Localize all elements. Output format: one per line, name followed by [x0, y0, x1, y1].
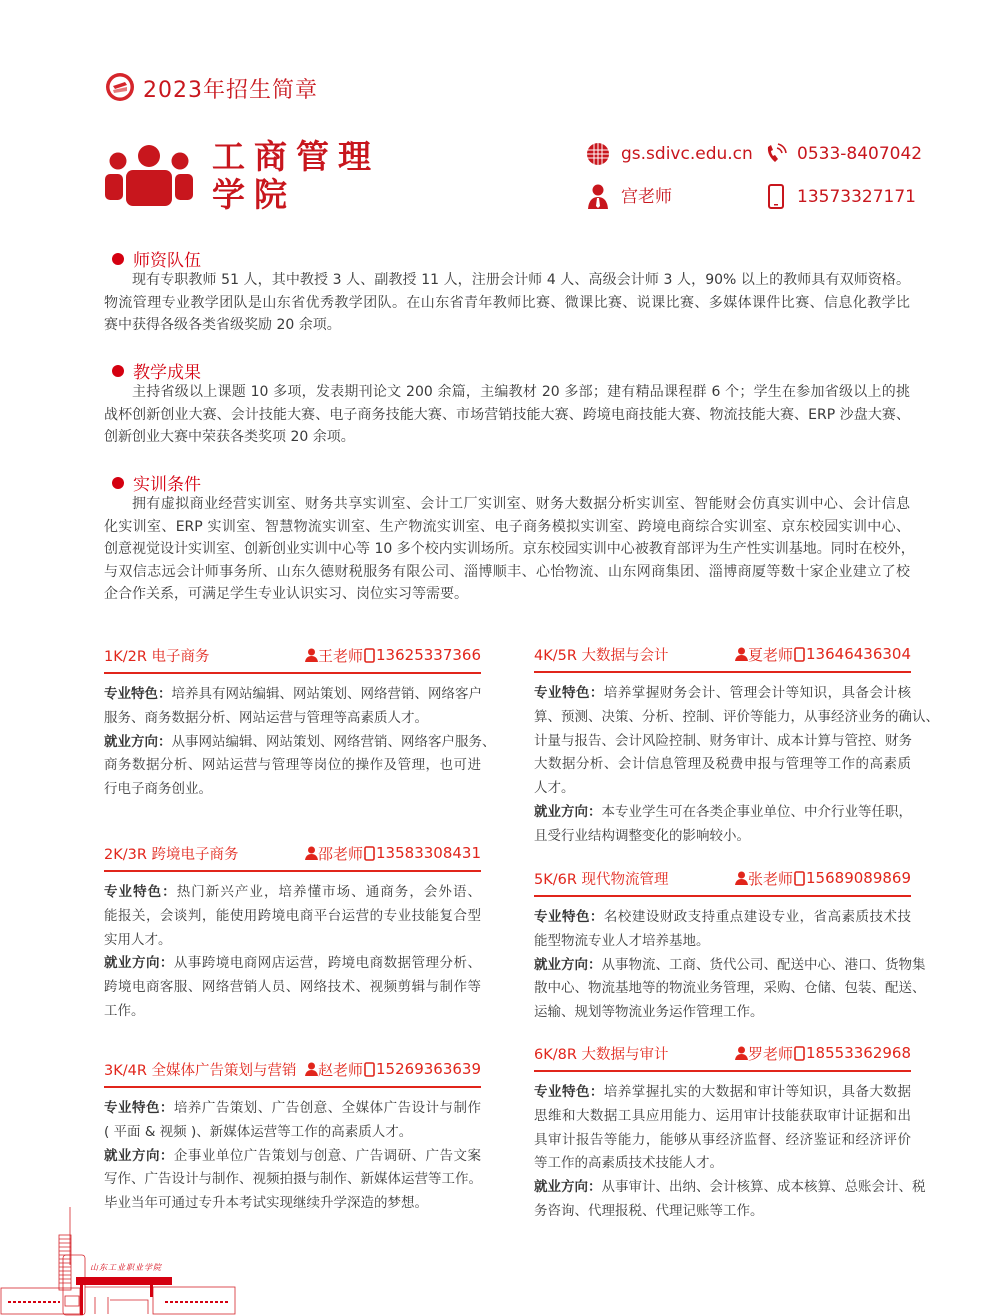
phone-icon [764, 142, 788, 166]
section-heading [112, 470, 201, 495]
teacher-phone: 13583308431 [376, 844, 481, 862]
line-text: 且受行业结构调整变化的影响较小。 [534, 827, 750, 844]
person-icon [735, 647, 748, 661]
paragraph-line: 与双信志远会计师事务所、山东久德财税服务有限公司、淄博顺丰、心怡物流、山东网商集团、淄博商厦等数十家企业建立了校 [104, 563, 910, 580]
paragraph-line [534, 753, 911, 777]
section-heading [112, 358, 201, 383]
line-text: 服务、商务数据分析、网站运营与管理等高素质人才。 [104, 709, 428, 726]
paragraph-line: 创意视觉设计实训室、创新创业实训中心等 10 多个校内实训场所。京东校园实训中心被教育部评为生产性实训基地。同时在校外， [104, 541, 915, 557]
section-title: 教学成果 [133, 363, 201, 383]
people-group-icon [104, 144, 194, 206]
bullet-icon [112, 365, 124, 377]
line-text: 从事审计、出纳、会计核算、成本核算、总账会计、税 [601, 1179, 926, 1196]
field-label: 就业方向： [534, 1179, 602, 1196]
divider [104, 1086, 481, 1088]
teacher-phone: 15689089869 [806, 869, 911, 887]
line-text: 散中心、物流基地等的物流业务管理，采购、仓储、包装、配送、 [534, 980, 926, 997]
line-text: 大数据分析、会计信息管理及税费申报与管理等工作的高素质 [534, 756, 911, 773]
teacher-name: 张老师 [748, 869, 794, 888]
program-title: 1K/2R 电子商务 [104, 648, 210, 665]
paragraph-line [534, 977, 926, 1001]
program-title: 2K/3R 跨境电子商务 [104, 846, 239, 863]
paragraph-line [534, 825, 911, 849]
teacher-name: 罗老师 [748, 1044, 794, 1063]
program-title: 4K/5R 大数据与会计 [534, 647, 669, 664]
mobile-icon [364, 1062, 375, 1077]
website-link[interactable]: gs.sdivc.edu.cn [621, 144, 753, 164]
program-contact [305, 645, 481, 666]
paragraph-line [104, 952, 481, 976]
bullet-icon [112, 253, 124, 265]
field-label: 就业方向： [534, 803, 602, 820]
section-heading [112, 246, 201, 271]
program-card [534, 867, 926, 1025]
person-icon [305, 846, 318, 860]
line-text: 实用人才。 [104, 931, 172, 948]
paragraph-line: 拥有虚拟商业经营实训室、财务共享实训室、会计工厂实训室、财务大数据分析实训室、智能财会仿真实训中心、会计信息 [132, 496, 910, 512]
program-contact [735, 868, 911, 889]
paragraph-line [534, 706, 939, 730]
mobile-icon [364, 648, 375, 663]
section-body [104, 269, 910, 337]
field-label: 就业方向： [104, 733, 172, 750]
section-body [104, 381, 910, 449]
field-label: 专业特色： [104, 686, 172, 702]
line-text: 培养广告策划、广告创意、全媒体广告设计与制作 [173, 1100, 482, 1116]
line-text: 运输、规划等物流业务运作管理工作。 [534, 1004, 764, 1021]
teacher-name: 夏老师 [748, 645, 794, 664]
section-body [104, 493, 915, 606]
field-label: 专业特色： [534, 1084, 604, 1100]
program-contact [305, 843, 481, 864]
teacher-phone: 15269363639 [376, 1060, 481, 1078]
line-text: 培养掌握扎实的大数据和审计等知识，具备大数据 [603, 1084, 912, 1100]
paragraph-line: 现有专职教师 51 人，其中教授 3 人、副教授 11 人，注册会计师 4 人、高级会计师 3 人，90% 以上的教师具有双师资格。 [132, 272, 910, 288]
divider [534, 1070, 911, 1072]
paragraph-line [534, 1105, 911, 1129]
line-text: 计量与报告、会计风险控制、财务审计、成本计算与管控、财务 [534, 732, 912, 749]
paragraph-line [104, 683, 481, 707]
mobile-phone: 13573327171 [797, 187, 916, 207]
line-text: 等工作的高素质技术技能人才。 [534, 1155, 723, 1172]
line-text: 具审计报告等能力，能够从事经济监督、经济鉴证和经济评价 [534, 1131, 911, 1148]
line-text: 本专业学生可在各类企事业单位、中介行业等任职， [601, 803, 912, 820]
brochure-title: 2023年招生简章 [143, 78, 318, 103]
field-label: 就业方向： [104, 955, 174, 972]
line-text: 从事物流、工商、货代公司、配送中心、港口、货物集 [601, 956, 926, 973]
person-icon [305, 648, 318, 662]
teacher-phone: 13646436304 [806, 645, 911, 663]
field-label: 专业特色： [104, 884, 177, 900]
line-text: 算、预测、决策、分析、控制、评价等能力，从事经济业务的确认、 [534, 708, 939, 725]
department-name-line1: 工商管理 [212, 137, 380, 176]
line-text: ( 平面 & 视频 )、新媒体运营等工作的高素质人才。 [104, 1123, 413, 1140]
school-emblem-icon [105, 72, 135, 102]
globe-icon [586, 142, 610, 166]
paragraph-line [534, 777, 911, 801]
paragraph-line [534, 801, 911, 825]
program-card [104, 644, 496, 802]
line-text: 人才。 [534, 780, 575, 797]
paragraph-line [104, 731, 496, 755]
paragraph-line [534, 1129, 911, 1153]
department-name-line2: 学院 [212, 175, 296, 214]
bullet-icon [112, 477, 124, 489]
paragraph-line [534, 1001, 911, 1025]
paragraph-line: 企合作关系，可满足学生专业认识实习、岗位实习等需要。 [104, 586, 468, 602]
paragraph-line: 战杯创新创业大赛、会计技能大赛、电子商务技能大赛、市场营销技能大赛、跨境电商技能大赛、物流技能大赛、ERP 沙盘大赛、 [104, 406, 910, 423]
teacher-name: 王老师 [318, 646, 364, 665]
line-text: 培养掌握财务会计、管理会计等知识，具备会计核 [603, 685, 912, 701]
program-card [534, 1042, 926, 1224]
divider [534, 671, 911, 673]
program-contact [305, 1059, 481, 1080]
field-label: 专业特色： [534, 909, 604, 925]
divider [104, 870, 481, 872]
mobile-icon [794, 1046, 805, 1061]
paragraph-line [104, 1168, 481, 1192]
paragraph-line [534, 954, 926, 978]
line-text: 商务数据分析、网站运营与管理等岗位的操作及管理，也可进 [104, 757, 481, 774]
paragraph-line [534, 682, 911, 706]
paragraph-line [104, 881, 481, 905]
paragraph-line [104, 1097, 481, 1121]
line-text: 从事跨境电商网店运营，跨境电商数据管理分析、 [173, 955, 482, 972]
paragraph-line: 物流管理专业教学团队是山东省优秀教学团队。在山东省青年教师比赛、微课比赛、说课比赛、多媒体课件比赛、信息化教学比 [104, 294, 910, 311]
paragraph-line: 化实训室、ERP 实训室、智慧物流实训室、生产物流实训室、电子商务模拟实训室、跨境电商综合实训室、京东校园实训中心、 [104, 518, 910, 535]
line-text: 跨境电商客服、网络营销人员、网络技术、视频剪辑与制作等 [104, 979, 481, 996]
line-text: 工作。 [104, 1002, 145, 1019]
program-title: 6K/8R 大数据与审计 [534, 1046, 669, 1063]
paragraph-line: 赛中获得各级各类省级奖励 20 余项。 [104, 317, 341, 333]
line-text: 思维和大数据工具应用能力、运用审计技能获取审计证据和出 [534, 1107, 911, 1124]
divider [104, 672, 481, 674]
mobile-icon [794, 647, 805, 662]
teacher-phone: 18553362968 [806, 1044, 911, 1062]
program-contact [735, 644, 911, 665]
paragraph-line [104, 1000, 481, 1024]
section-title: 实训条件 [133, 475, 201, 495]
person-icon [305, 1062, 318, 1076]
line-text: 名校建设财政支持重点建设专业，省高素质技术技 [603, 909, 912, 925]
paragraph-line [534, 1176, 926, 1200]
line-text: 能型物流专业人才培养基地。 [534, 932, 710, 949]
paragraph-line: 主持省级以上课题 10 多项，发表期刊论文 200 余篇，主编教材 20 多部；建有精品课程群 6 个；学生在参加省级以上的挑 [132, 384, 910, 400]
line-text: 从事网站编辑、网站策划、网络营销、网络客户服务、 [171, 733, 496, 750]
mobile-icon [364, 846, 375, 861]
paragraph-line [104, 707, 481, 731]
person-icon [587, 184, 609, 209]
line-text: 热门新兴产业，培养懂市场、通商务，会外语、 [176, 884, 482, 900]
teacher-name: 邵老师 [318, 844, 364, 863]
paragraph-line [534, 1081, 911, 1105]
paragraph-line [104, 1145, 481, 1169]
program-card [534, 643, 939, 849]
paragraph-line [104, 976, 481, 1000]
office-phone: 0533-8407042 [797, 144, 923, 164]
teacher-name: 赵老师 [318, 1060, 364, 1079]
program-card [104, 1058, 481, 1216]
person-icon [735, 1046, 748, 1060]
program-contact [735, 1043, 911, 1064]
teacher-phone: 13625337366 [376, 646, 481, 664]
mobile-icon [767, 184, 785, 209]
field-label: 专业特色： [104, 1100, 174, 1116]
paragraph-line [534, 730, 911, 754]
gate-lettering: 山东工业职业学院 [90, 1263, 162, 1272]
paragraph-line [104, 905, 481, 929]
paragraph-line [534, 1200, 911, 1224]
divider [534, 895, 911, 897]
line-text: 毕业当年可通过专升本考试实现继续升学深造的梦想。 [104, 1195, 428, 1212]
paragraph-line [104, 929, 481, 953]
paragraph-line [534, 930, 911, 954]
line-text: 企事业单位广告策划与创意、广告调研、广告文案 [173, 1147, 482, 1164]
campus-gate-illustration [0, 1205, 240, 1316]
line-text: 能报关，会谈判，能使用跨境电商平台运营的专业技能复合型 [104, 907, 481, 924]
field-label: 就业方向： [534, 956, 602, 973]
line-text: 写作、广告设计与制作、视频拍摄与制作、新媒体运营等工作。 [104, 1171, 482, 1188]
paragraph-line: 创新创业大赛中荣获各类奖项 20 余项。 [104, 429, 355, 445]
paragraph-line [534, 1152, 911, 1176]
paragraph-line [104, 1121, 481, 1145]
program-title: 3K/4R 全媒体广告策划与营销 [104, 1062, 297, 1079]
field-label: 就业方向： [104, 1147, 174, 1164]
line-text: 务咨询、代理报税、代理记账等工作。 [534, 1202, 764, 1219]
section-title: 师资队伍 [133, 251, 201, 271]
contact-person: 宫老师 [621, 187, 672, 207]
program-title: 5K/6R 现代物流管理 [534, 871, 669, 888]
line-text: 培养具有网站编辑、网站策划、网络营销、网络客户 [171, 686, 482, 702]
person-icon [735, 871, 748, 885]
mobile-icon [794, 871, 805, 886]
paragraph-line [534, 906, 911, 930]
paragraph-line [104, 754, 481, 778]
field-label: 专业特色： [534, 685, 604, 701]
program-card [104, 842, 481, 1024]
line-text: 行电子商务创业。 [104, 781, 212, 798]
paragraph-line [104, 778, 481, 802]
